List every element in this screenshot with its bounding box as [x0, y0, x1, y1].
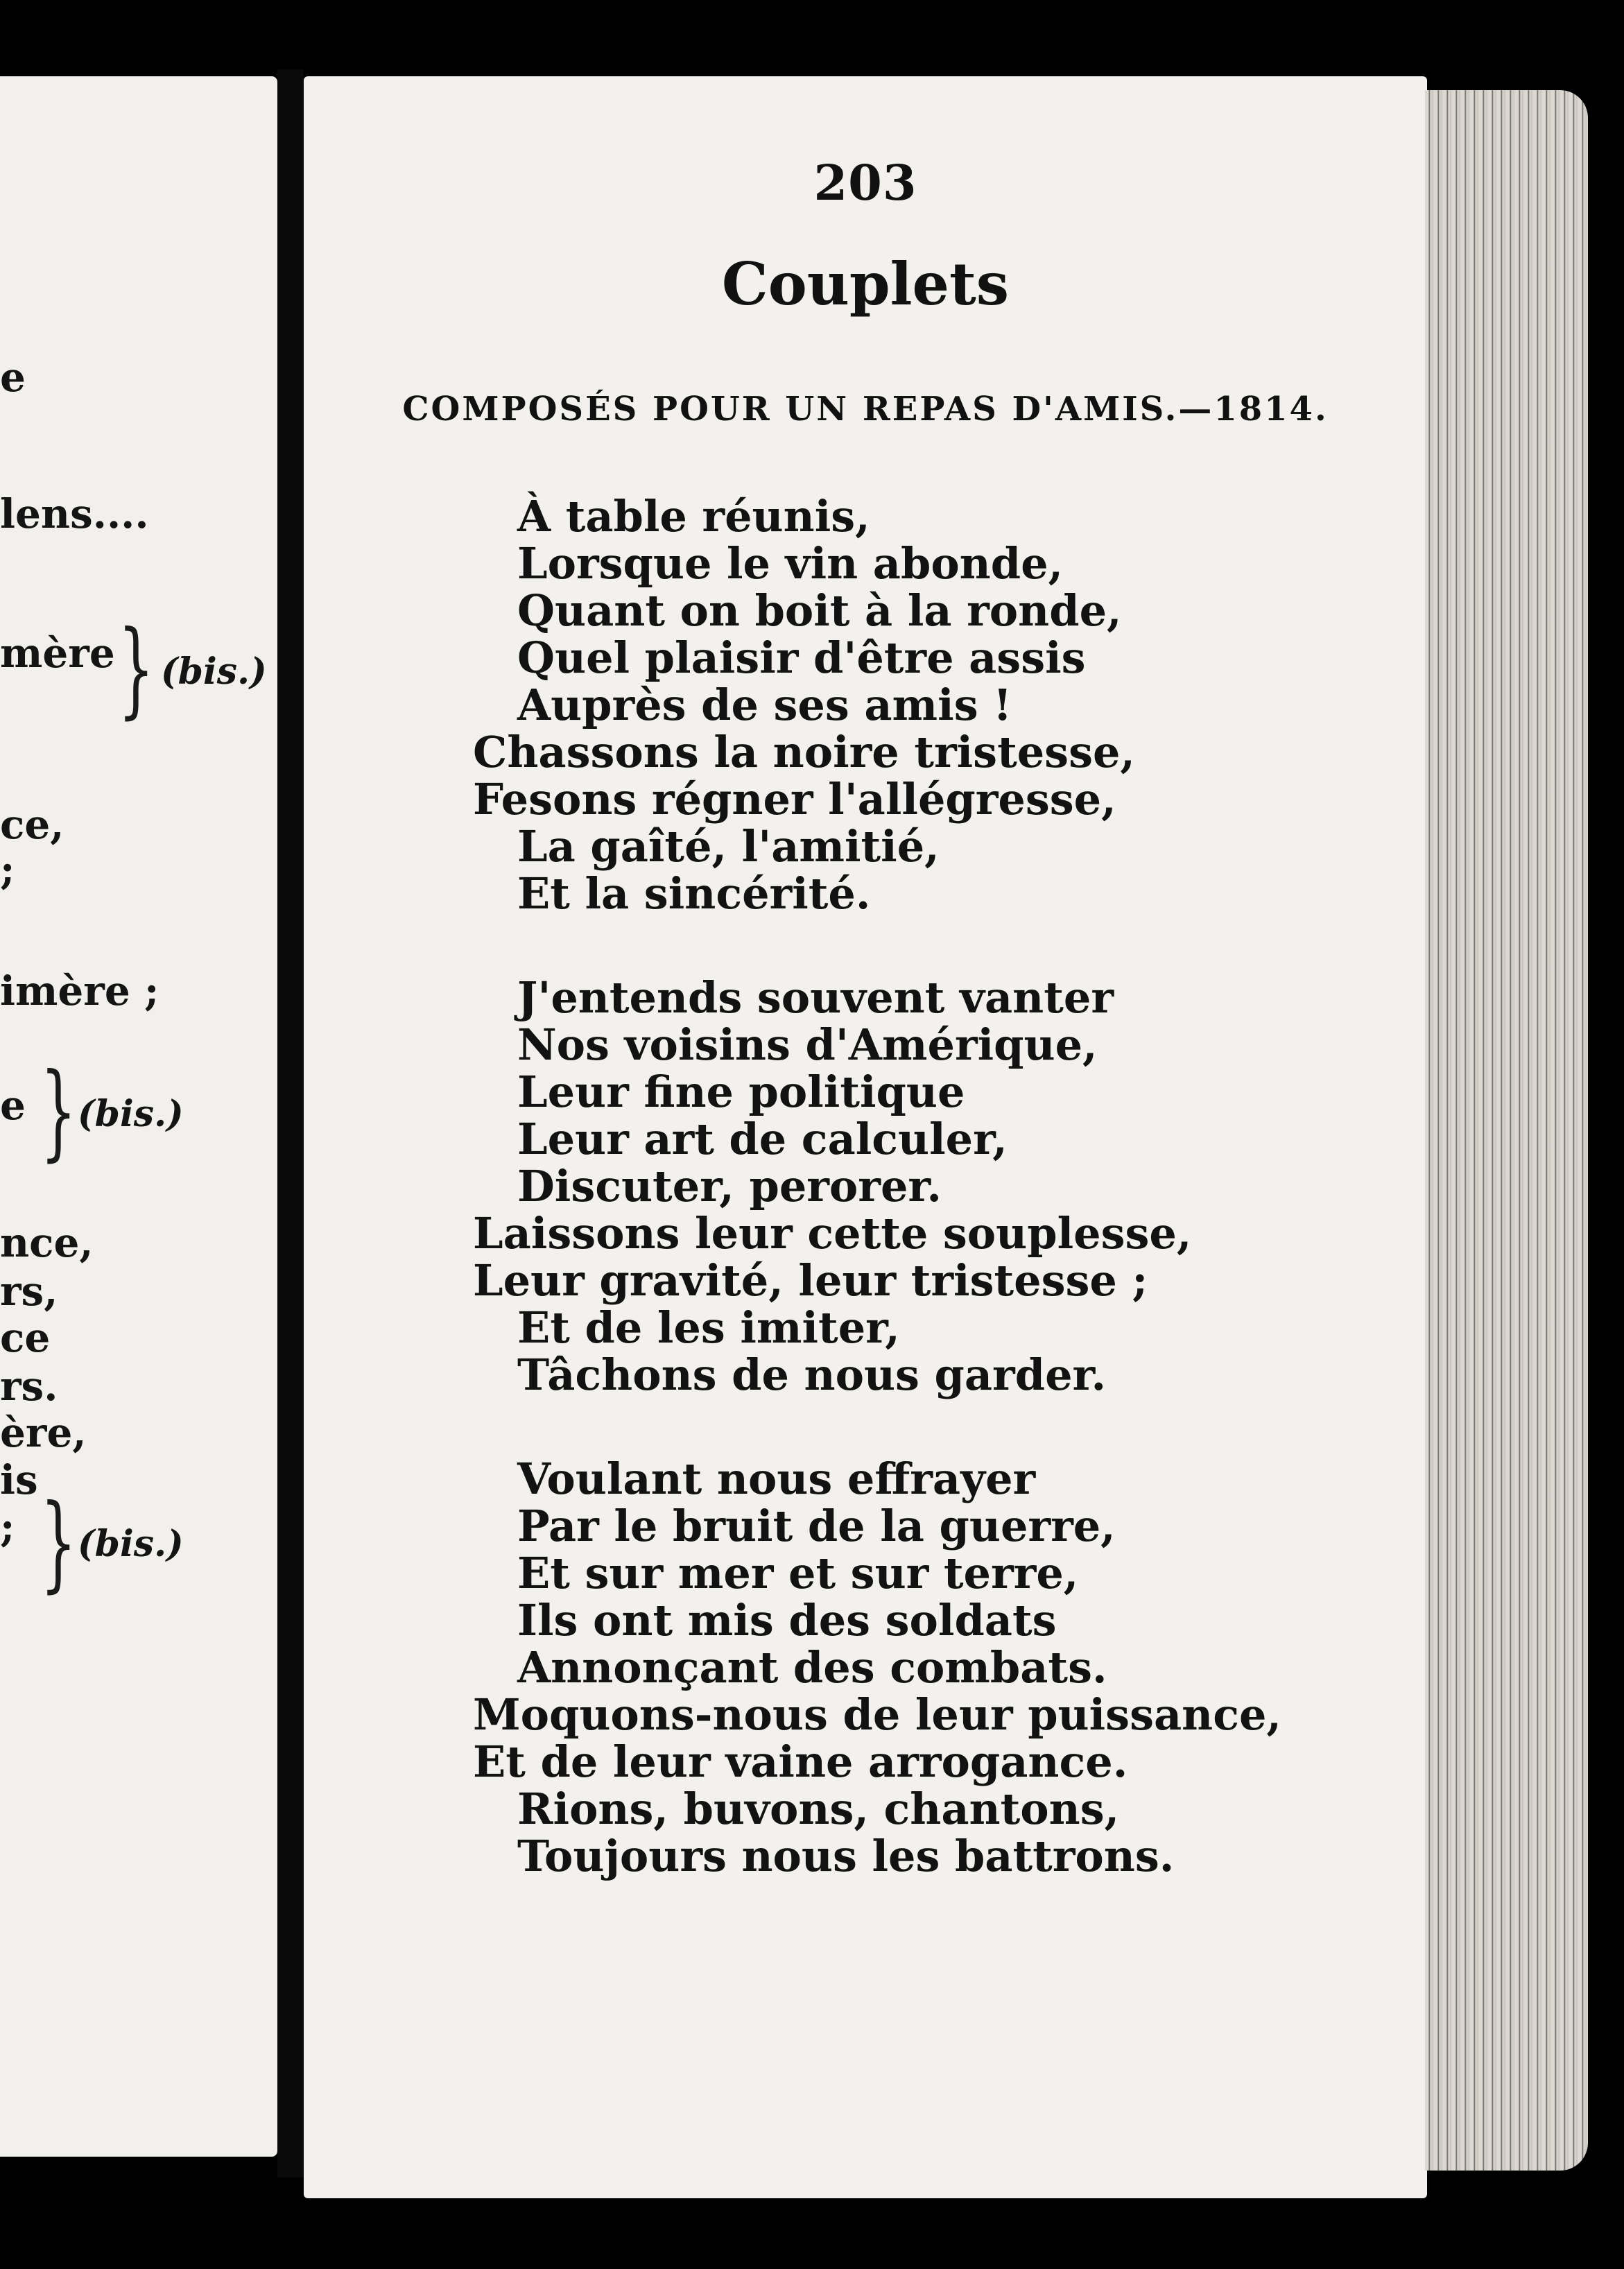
page-title: Couplets [721, 250, 1010, 318]
left-line: ; [0, 1503, 15, 1551]
verse-line: Et de les imiter, [517, 1302, 900, 1353]
left-line: rs. [0, 1363, 58, 1410]
verse-line: Moquons-nous de leur puissance, [473, 1689, 1282, 1740]
book-gutter [277, 69, 304, 2177]
verse-line: Tâchons de nous garder. [517, 1349, 1107, 1400]
page-edges [1425, 90, 1588, 2171]
verse-line: Et de leur vaine arrogance. [473, 1736, 1128, 1787]
verse-line: Auprès de ses amis ! [517, 680, 1012, 730]
verse-line: Annonçant des combats. [517, 1642, 1107, 1693]
left-line: e [0, 1082, 26, 1129]
verse-line: La gaîté, l'amitié, [517, 821, 940, 872]
verse-line: Leur fine politique [517, 1067, 965, 1117]
verse-line: Discuter, perorer. [517, 1161, 942, 1211]
left-line: lens.... [0, 490, 149, 537]
left-line: nce, [0, 1219, 94, 1266]
left-line: mère [0, 630, 115, 677]
verse-line: Toujours nous les battrons. [517, 1831, 1175, 1881]
verse-line: Par le bruit de la guerre, [517, 1501, 1116, 1551]
verse-line: Voulant nous effrayer [517, 1453, 1036, 1504]
left-line: e [0, 354, 26, 401]
verse-line: Laissons leur cette souplesse, [473, 1208, 1192, 1259]
right-page [304, 76, 1427, 2198]
verse-line: Nos voisins d'Amérique, [517, 1019, 1098, 1070]
page-subtitle: COMPOSÉS POUR UN REPAS D'AMIS.—1814. [402, 390, 1329, 429]
verse-line: Quel plaisir d'être assis [517, 632, 1086, 683]
verse-line: Chassons la noire tristesse, [473, 727, 1136, 777]
bis-label: (bis.) [161, 650, 267, 693]
left-line: ce, [0, 801, 64, 848]
verse-line: Fesons régner l'allégresse, [473, 774, 1116, 825]
brace-icon: } [40, 1483, 77, 1603]
verse-line: Quant on boit à la ronde, [517, 585, 1122, 636]
verse-line: À table réunis, [517, 491, 870, 542]
page-number: 203 [813, 154, 917, 212]
bis-label: (bis.) [78, 1523, 184, 1565]
left-line: ce [0, 1314, 51, 1361]
left-line: ; [0, 846, 15, 893]
verse-line: Rions, buvons, chantons, [517, 1784, 1120, 1834]
left-page [0, 76, 277, 2157]
left-line: imère ; [0, 967, 159, 1015]
brace-icon: } [118, 609, 155, 730]
left-line: rs, [0, 1268, 58, 1315]
verse-line: Et la sincérité. [517, 868, 871, 919]
brace-icon: } [40, 1051, 77, 1172]
verse-line: Lorsque le vin abonde, [517, 538, 1064, 589]
bis-label: (bis.) [78, 1093, 184, 1135]
verse-line: Leur gravité, leur tristesse ; [473, 1255, 1148, 1306]
left-line: ère, [0, 1409, 87, 1456]
verse-line: Ils ont mis des soldats [517, 1595, 1057, 1646]
verse-line: Leur art de calculer, [517, 1114, 1008, 1164]
left-line: is [0, 1456, 38, 1503]
verse-line: Et sur mer et sur terre, [517, 1548, 1079, 1598]
verse-line: J'entends souvent vanter [517, 972, 1114, 1023]
